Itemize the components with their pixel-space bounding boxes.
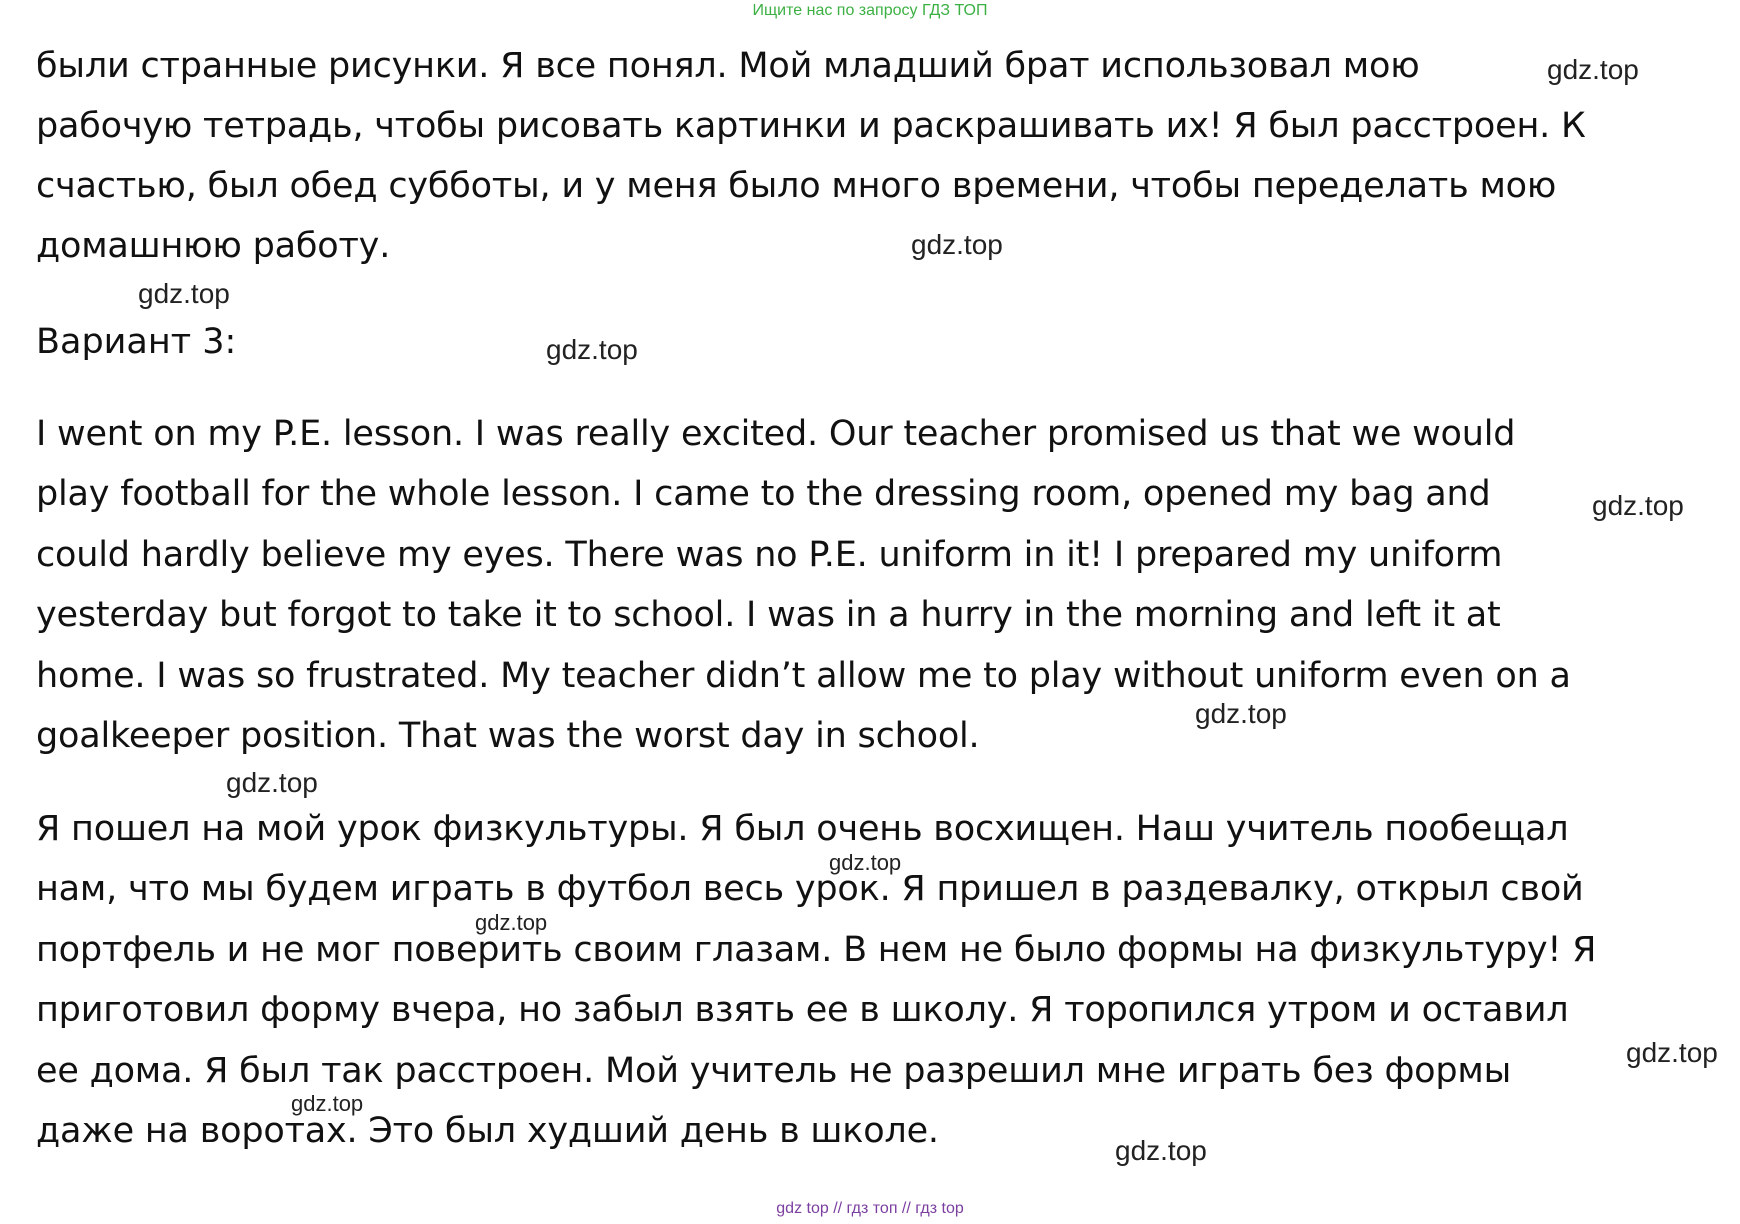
watermark: gdz.top [291, 1091, 364, 1116]
en-line-1: I went on my P.E. lesson. I was really excited. Our teacher promised us that we would [36, 414, 1516, 454]
ru-line-5: ее дома. Я был так расстроен. Мой учитель не разрешил мне играть без формы [36, 1051, 1512, 1091]
watermark: gdz.top [1592, 490, 1684, 521]
ru-line-3: портфель и не мог поверить своим глазам. В нем не было формы на физкультуру! Я [36, 930, 1597, 970]
watermark: gdz.top [226, 767, 318, 798]
ru-line-2: нам, что мы будем играть в футбол весь урок. Я пришел в раздевалку, открыл свой [36, 869, 1584, 909]
ru-end-line-4: домашнюю работу. [36, 226, 391, 266]
en-line-5: home. I was so frustrated. My teacher didn’t allow me to play without uniform even on a [36, 656, 1571, 696]
ru-end-line-1: были странные рисунки. Я все понял. Мой младший брат использовал мою [36, 46, 1420, 86]
watermark: gdz.top [911, 229, 1003, 260]
en-line-6: goalkeeper position. That was the worst day in school. [36, 716, 980, 756]
en-line-2: play football for the whole lesson. I came to the dressing room, opened my bag and [36, 474, 1491, 514]
ru-end-line-2: рабочую тетрадь, чтобы рисовать картинки и раскрашивать их! Я был расстроен. К [36, 106, 1586, 146]
ru-line-1: Я пошел на мой урок физкультуры. Я был очень восхищен. Наш учитель пообещал [36, 809, 1569, 849]
en-line-3: could hardly believe my eyes. There was no P.E. uniform in it! I prepared my uniform [36, 535, 1503, 575]
watermark: gdz.top [546, 334, 638, 365]
watermark: gdz.top [1195, 698, 1287, 729]
watermark: gdz.top [475, 910, 548, 935]
watermark: gdz.top [1547, 54, 1639, 85]
ru-line-4: приготовил форму вчера, но забыл взять ее в школу. Я торопился утром и оставил [36, 990, 1569, 1030]
search-hint-link[interactable]: Ищите нас по запросу ГДЗ ТОП [752, 2, 988, 19]
watermark: gdz.top [829, 850, 902, 875]
ru-end-line-3: счастью, был обед субботы, и у меня было много времени, чтобы переделать мою [36, 166, 1557, 206]
watermark: gdz.top [1115, 1135, 1207, 1166]
variant-heading: Вариант 3: [36, 322, 237, 362]
watermark: gdz.top [1626, 1037, 1718, 1068]
watermark: gdz.top [138, 278, 230, 309]
footer-links[interactable]: gdz top // гдз топ // гдз top [776, 1200, 964, 1217]
en-line-4: yesterday but forgot to take it to school. I was in a hurry in the morning and left it at [36, 595, 1501, 635]
ru-line-6: даже на воротах. Это был худший день в школе. [36, 1111, 939, 1151]
